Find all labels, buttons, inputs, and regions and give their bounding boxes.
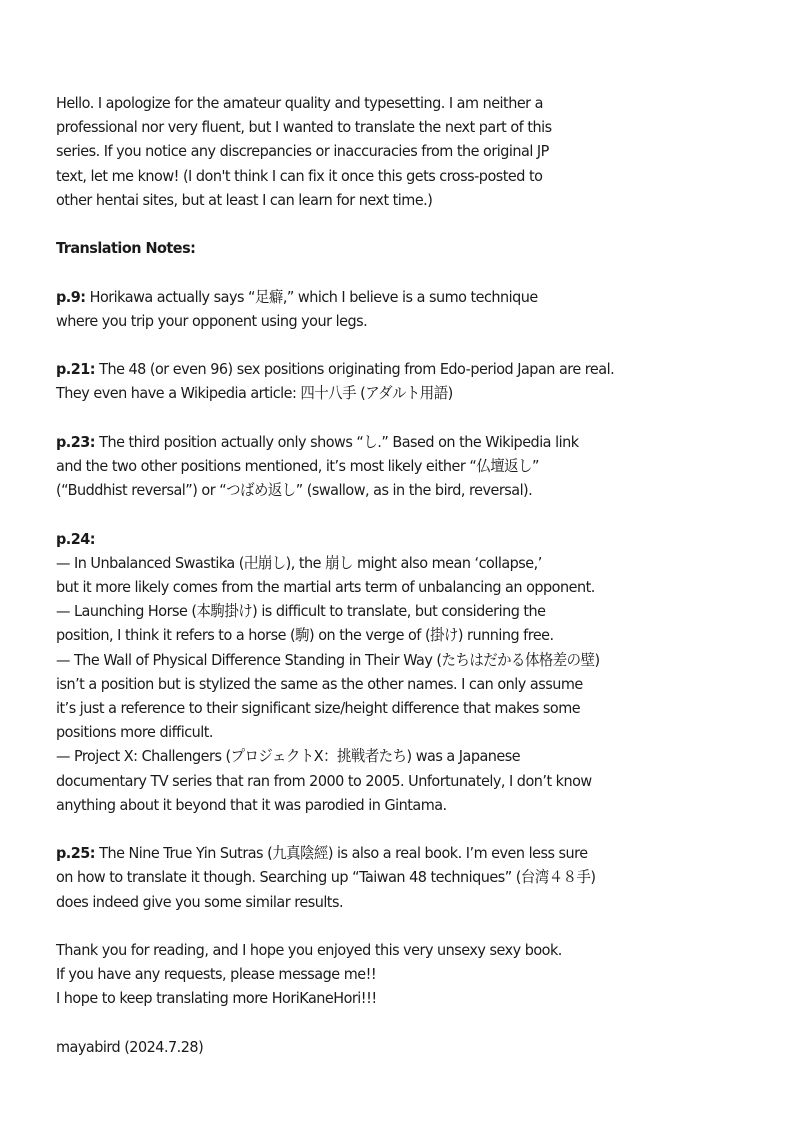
note-text: (“Buddhist reversal”) or “つばめ返し” (swallow, as in the bird, reversal). (56, 481, 533, 500)
note-text: and the two other positions mentioned, it’s most likely either “仏壇返し” (56, 456, 539, 475)
intro-line: series. If you notice any discrepancies or inaccuracies from the original JP (56, 142, 549, 161)
closing-paragraph (56, 938, 760, 1011)
note-text: The third position actually only shows “し.” Based on the Wikipedia link (95, 432, 579, 451)
note-page-label: p.25: (56, 844, 96, 863)
note-text: anything about it beyond that it was parodied in Gintama. (56, 795, 447, 814)
intro-line: Hello. I apologize for the amateur quality and typesetting. I am neither a (56, 94, 543, 112)
closing-line: I hope to keep translating more HoriKaneHori!!! (56, 989, 377, 1008)
note-text: — The Wall of Physical Difference Standing in Their Way (たちはだかる体格差の壁) (56, 650, 600, 669)
intro-paragraph (56, 91, 760, 212)
note-text: Horikawa actually says “足癖,” which I believe is a sumo technique (85, 287, 538, 306)
note-p24 (56, 527, 760, 817)
intro-line: text, let me know! (I don't think I can fix it once this gets cross-posted to (56, 166, 543, 185)
note-text: where you trip your opponent using your legs. (56, 311, 368, 330)
note-text: — In Unbalanced Swastika (卍崩し), the 崩し might also mean ‘collapse,’ (56, 553, 542, 572)
signature: mayabird (2024.7.28) (56, 1037, 204, 1056)
notes-heading: Translation Notes: (56, 239, 196, 258)
note-text: — Launching Horse (本駒掛け) is difficult to translate, but considering the (56, 602, 546, 621)
note-p25 (56, 841, 760, 914)
note-page-label: p.21: (56, 360, 96, 379)
note-p23 (56, 430, 760, 503)
note-page-label: p.24: (56, 529, 96, 548)
closing-line: Thank you for reading, and I hope you enjoyed this very unsexy sexy book. (56, 941, 562, 959)
note-text: does indeed give you some similar results. (56, 892, 344, 911)
intro-line: professional nor very fluent, but I wanted to translate the next part of this (56, 118, 552, 137)
note-text: The 48 (or even 96) sex positions originating from Edo-period Japan are real. (95, 360, 615, 379)
note-text: isn’t a position but is stylized the same as the other names. I can only assume (56, 674, 583, 693)
note-text: positions more difficult. (56, 723, 213, 742)
note-text: The Nine True Yin Sutras (九真陰經) is also a real book. I’m even less sure (95, 844, 588, 863)
note-text: They even have a Wikipedia article: 四十八手 (アダルト用語) (56, 384, 453, 403)
note-text: documentary TV series that ran from 2000 to 2005. Unfortunately, I don’t know (56, 771, 592, 790)
intro-line: other hentai sites, but at least I can learn for next time.) (56, 190, 433, 209)
note-page-label: p.9: (56, 287, 86, 306)
note-text: — Project X: Challengers (プロジェクトX：挑戦者たち) was a Japanese (56, 747, 521, 766)
closing-line: If you have any requests, please message me!! (56, 965, 377, 984)
note-p21 (56, 357, 760, 405)
note-text: position, I think it refers to a horse (駒) on the verge of (掛け) running free. (56, 626, 554, 645)
note-text: but it more likely comes from the martial arts term of unbalancing an opponent. (56, 577, 595, 596)
note-p9 (56, 285, 760, 333)
note-text: it’s just a reference to their significant size/height difference that makes some (56, 699, 581, 717)
note-page-label: p.23: (56, 432, 96, 451)
note-text: on how to translate it though. Searching up “Taiwan 48 techniques” (台湾４８手) (56, 868, 596, 887)
